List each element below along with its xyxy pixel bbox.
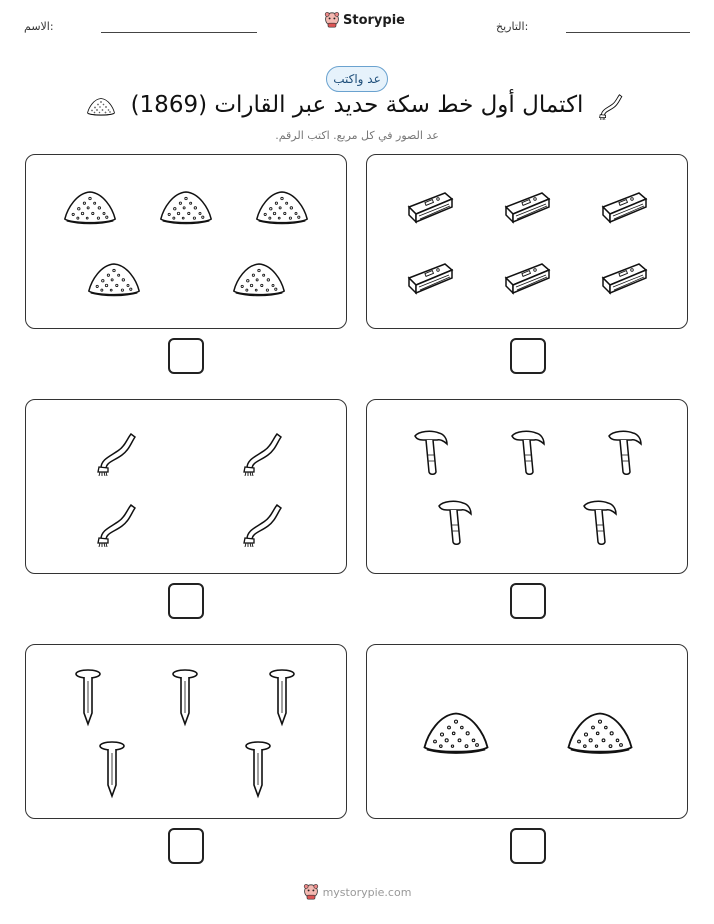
rail-icon (233, 426, 283, 476)
mascot-icon (324, 12, 340, 28)
railroad-tie-icon (502, 187, 552, 227)
date-line[interactable] (566, 32, 690, 33)
railroad-tie-icon (405, 187, 455, 227)
hammer-icon (435, 497, 475, 547)
railroad-tie-icon (599, 258, 649, 298)
answer-box-4[interactable] (168, 583, 204, 619)
gravel-pile-icon (231, 259, 287, 297)
railroad-spike-icon (170, 667, 200, 727)
hammer-icon (580, 497, 620, 547)
hammer-icon (411, 427, 451, 477)
count-panel-2 (25, 154, 347, 329)
name-label: الاسم: (24, 20, 54, 33)
railroad-tie-icon (599, 187, 649, 227)
page-title: اكتمال أول خط سكة حديد عبر القارات (1869) (130, 92, 584, 118)
answer-box-1[interactable] (510, 338, 546, 374)
gravel-pile-icon (62, 187, 118, 225)
hammer-icon (605, 427, 645, 477)
instructions: عد الصور في كل مربع. اكتب الرقم. (275, 129, 439, 142)
footer (0, 884, 714, 900)
count-panel-3 (366, 399, 688, 574)
count-panel-6 (25, 644, 347, 819)
gravel-pile-icon (254, 187, 310, 225)
activity-badge: عد واكتب (326, 66, 388, 92)
count-panel-4 (25, 399, 347, 574)
railroad-tie-icon (502, 258, 552, 298)
mascot-icon (303, 884, 319, 900)
rail-icon (233, 497, 283, 547)
railroad-tie-icon (405, 258, 455, 298)
storypie-logo (324, 12, 405, 28)
answer-box-2[interactable] (168, 338, 204, 374)
answer-box-5[interactable] (510, 828, 546, 864)
railroad-spike-icon (243, 739, 273, 799)
logo-text: Storypie (343, 12, 405, 28)
rail-icon (87, 426, 137, 476)
answer-box-6[interactable] (168, 828, 204, 864)
count-panel-5 (366, 644, 688, 819)
name-line[interactable] (101, 32, 257, 33)
gravel-pile-icon (86, 95, 116, 117)
hammer-icon (508, 427, 548, 477)
date-label: التاريخ: (496, 20, 529, 33)
count-panel-1 (366, 154, 688, 329)
gravel-pile-icon (158, 187, 214, 225)
railroad-spike-icon (267, 667, 297, 727)
railroad-spike-icon (73, 667, 103, 727)
footer-site[interactable]: mystorypie.com (322, 885, 412, 899)
gravel-pile-icon (565, 707, 635, 755)
gravel-pile-icon (421, 707, 491, 755)
rail-icon (87, 497, 137, 547)
answer-box-3[interactable] (510, 583, 546, 619)
rail-icon (593, 90, 623, 120)
railroad-spike-icon (97, 739, 127, 799)
gravel-pile-icon (86, 259, 142, 297)
